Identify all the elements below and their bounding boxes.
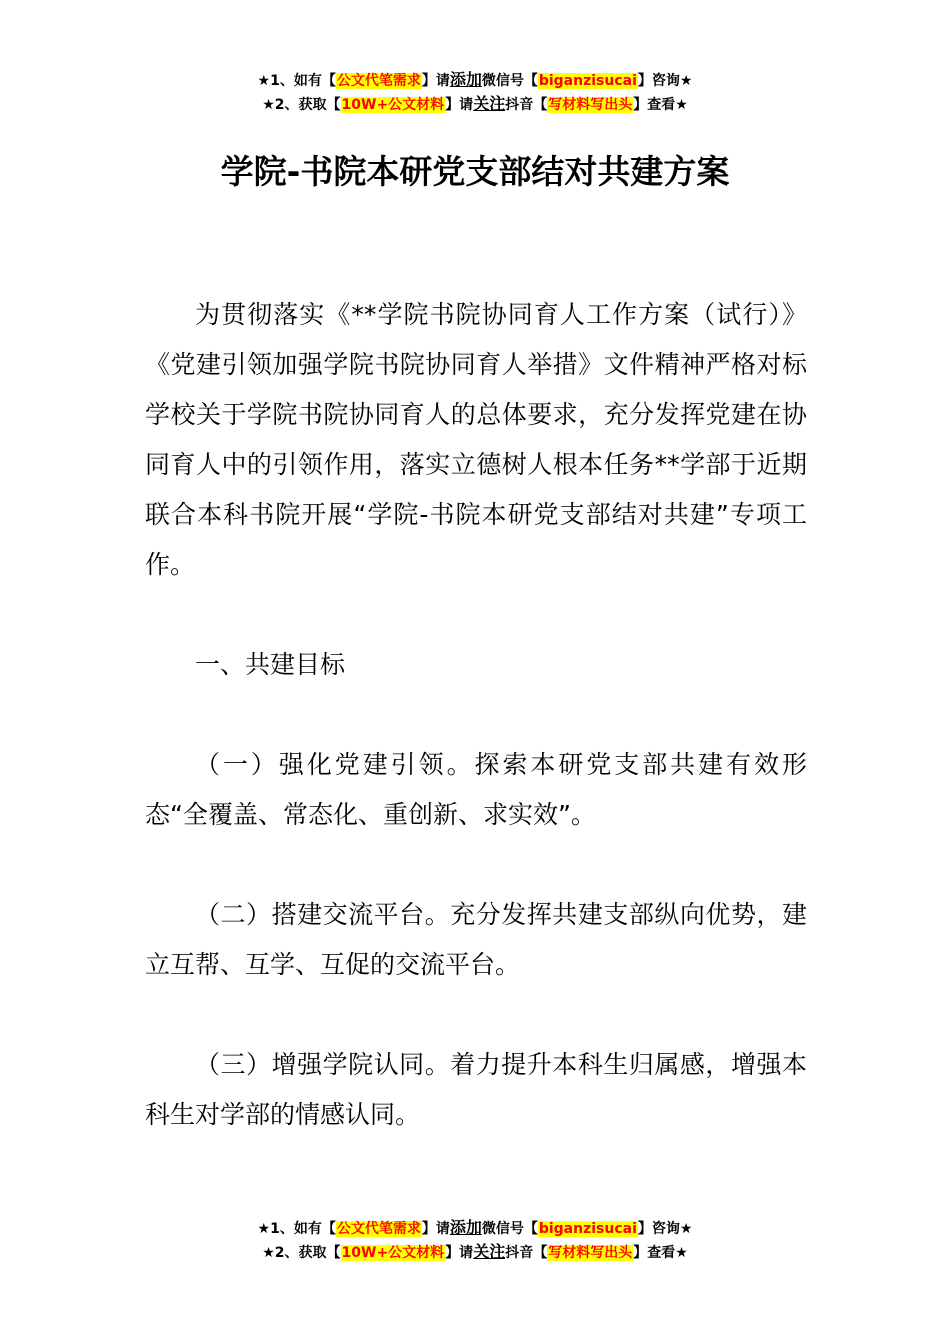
- footer-banner-line-1: [0, 1216, 950, 1240]
- banner-line-2-prefix: ★2、获取【: [262, 97, 341, 113]
- footer-line-2-mid2: 抖音【: [505, 1245, 548, 1261]
- banner-line-1-prefix: ★1、如有【: [257, 73, 336, 89]
- paragraph-spacer: [145, 590, 807, 640]
- footer-line-1-highlight-service: 公文代笔需求: [336, 1221, 421, 1237]
- banner-line-2-mid2: 抖音【: [505, 97, 548, 113]
- goal-item-3: （三）增强学院认同。着力提升本科生归属感，增强本科生对学部的情感认同。: [145, 1050, 807, 1129]
- paragraph-spacer: [145, 840, 807, 890]
- document-body: [145, 290, 807, 1140]
- footer-banner: [0, 1216, 950, 1264]
- footer-line-1-prefix: ★1、如有【: [257, 1221, 336, 1237]
- footer-line-2-prefix: ★2、获取【: [262, 1245, 341, 1261]
- banner-line-1-mid: 】请: [421, 73, 450, 89]
- banner-line-1-emphasis: 添加: [449, 70, 482, 89]
- footer-line-1-suffix: 】咨询★: [637, 1221, 693, 1237]
- footer-line-1-mid: 】请: [421, 1221, 450, 1237]
- goal-item-1: （一）强化党建引领。探索本研党支部共建有效形态“全覆盖、常态化、重创新、求实效”。: [145, 750, 807, 829]
- footer-line-2-highlight-douyin: 写材料写出头: [548, 1245, 633, 1261]
- intro-paragraph: 为贯彻落实《**学院书院协同育人工作方案（试行）》《党建引领加强学院书院协同育人举措》文件精神严格对标学校关于学院书院协同育人的总体要求，充分发挥党建在协同育人中的引领作用，落实立德树人根本任务**学部于近期联合本科书院开展“学院-书院本研党支部结对共建”专项工作。: [145, 300, 807, 579]
- section-heading: 一、共建目标: [195, 650, 346, 679]
- banner-line-1-highlight-service: 公文代笔需求: [336, 73, 421, 89]
- banner-line-2-suffix: 】查看★: [633, 97, 688, 113]
- footer-line-1-highlight-wechat: biganzisucai: [538, 1221, 637, 1237]
- footer-line-1-mid2: 微信号【: [481, 1221, 538, 1237]
- banner-line-2-mid: 】请: [445, 97, 474, 113]
- banner-line-2-highlight-douyin: 写材料写出头: [548, 97, 633, 113]
- banner-line-1-suffix: 】咨询★: [637, 73, 693, 89]
- document-title: 学院-书院本研党支部结对共建方案: [220, 152, 730, 191]
- footer-line-2-mid: 】请: [445, 1245, 474, 1261]
- banner-line-1-mid2: 微信号【: [481, 73, 538, 89]
- footer-line-1-emphasis: 添加: [449, 1218, 482, 1237]
- footer-line-2-emphasis: 关注: [473, 1242, 506, 1261]
- footer-banner-line-2: [0, 1240, 950, 1264]
- paragraph-spacer: [145, 690, 807, 740]
- banner-line-1-highlight-wechat: biganzisucai: [538, 73, 637, 89]
- header-banner: [0, 68, 950, 116]
- banner-line-2: [0, 92, 950, 116]
- footer-line-2-suffix: 】查看★: [633, 1245, 688, 1261]
- paragraph-spacer: [145, 990, 807, 1040]
- banner-line-2-highlight-materials: 10W+公文材料: [341, 97, 445, 113]
- goal-item-2: （二）搭建交流平台。充分发挥共建支部纵向优势，建立互帮、互学、互促的交流平台。: [145, 900, 807, 979]
- footer-line-2-highlight-materials: 10W+公文材料: [341, 1245, 445, 1261]
- banner-line-1: [0, 68, 950, 92]
- banner-line-2-emphasis: 关注: [473, 94, 506, 113]
